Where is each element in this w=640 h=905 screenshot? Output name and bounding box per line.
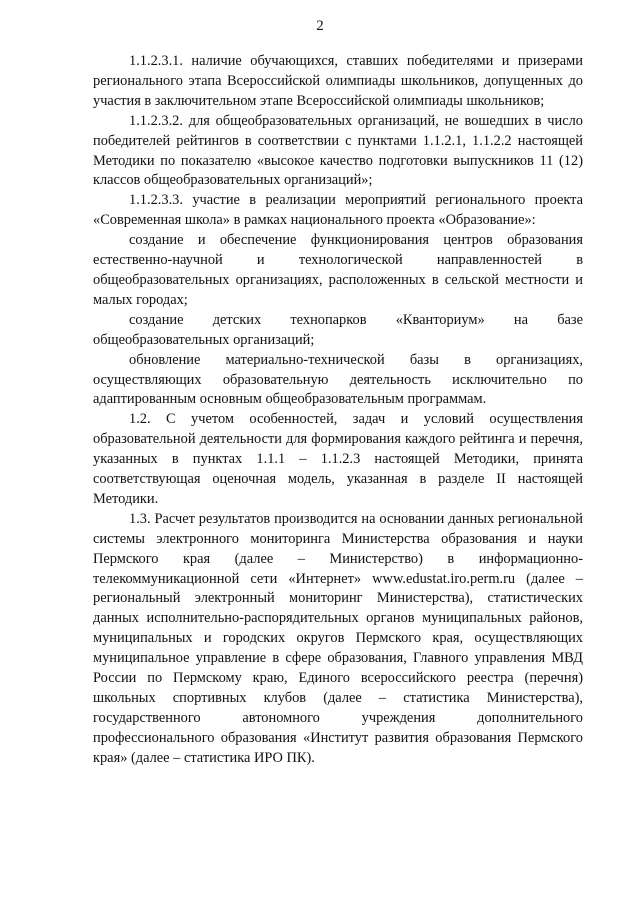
paragraph-centers-creation: создание и обеспечение функционирования центров образования естественно-научной и технологической направленностей в общеобразовательных организациях, расположенных в сельской местности и малых городах; <box>93 232 583 308</box>
paragraph-1-2: 1.2. С учетом особенностей, задач и условий осуществления образовательной деятельности для формирования каждого рейтинга и перечня, указанных в пунктах 1.1.1 – 1.1.2.3 настоящей Методики, принята соответствующая оценочная модель, указанная в разделе II настоящей Методики. <box>93 411 583 507</box>
document-body <box>93 52 583 769</box>
paragraph-1-1-2-3-3: 1.1.2.3.3. участие в реализации мероприятий регионального проекта «Современная школа» в рамках национального проекта «Образование»: <box>93 192 583 229</box>
page-number: 2 <box>316 18 324 34</box>
paragraph-technoparks: создание детских технопарков «Кванториум» на базе общеобразовательных организаций; <box>93 311 583 348</box>
paragraph-1-1-2-3-2: 1.1.2.3.2. для общеобразовательных организаций, не вошедших в число победителей рейтингов в соответствии с пунктами 1.1.2.1, 1.1.2.2 настоящей Методики по показателю «высокое качество подготовки выпускников 11 (12) классов общеобразовательных организаций»; <box>93 112 583 189</box>
paragraph-1-3: 1.3. Расчет результатов производится на основании данных региональной системы электронного мониторинга Министерства образования и науки Пермского края (далее – Министерство) в информационно-телекоммуникационной сети «Интернет» www.edustat.iro.perm.ru (далее – региональный электронный мониторинг Министерства), статистических данных исполнительно-распорядительных органов муниципальных районов, муниципальных и городских округов Пермского края, осуществляющих муниципальное управление в сфере образования, Главного управления МВД России по Пермскому краю, Единого всероссийского реестра (перечня) школьных спортивных клубов (далее – статистика Министерства), государственного автономного учреждения дополнительного профессионального образования «Институт развития образования Пермского края» (далее – статистика ИРО ПК). <box>93 510 583 766</box>
paragraph-1-1-2-3-1: 1.1.2.3.1. наличие обучающихся, ставших победителями и призерами регионального этапа Всероссийской олимпиады школьников, допущенных до участия в заключительном этапе Всероссийской олимпиады школьников; <box>93 53 583 109</box>
paragraph-material-base: обновление материально-технической базы в организациях, осуществляющих образовательную деятельность исключительно по адаптированным основным общеобразовательным программам. <box>93 351 583 408</box>
